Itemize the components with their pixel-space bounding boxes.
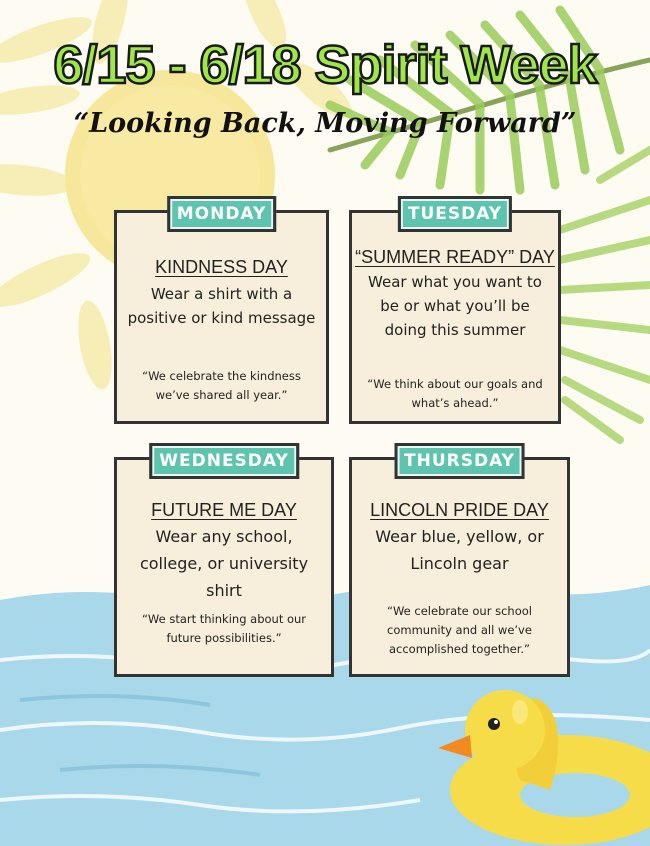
day-quote: “We start thinking about our future possibilities.”: [141, 612, 307, 645]
day-quote: “We celebrate the kindness we’ve shared all year.”: [142, 369, 301, 402]
day-quote: “We celebrate our school community and all we’ve accomplished together.”: [387, 604, 532, 656]
day-heading: LINCOLN PRIDE DAY: [370, 500, 549, 520]
day-tab-thursday: THURSDAY: [394, 443, 525, 479]
day-card-monday: [114, 204, 329, 424]
day-description: Wear blue, yellow, or Lincoln gear: [375, 527, 544, 573]
page-subtitle: “Looking Back, Moving Forward”: [73, 108, 577, 139]
page-title: 6/15 - 6/18 Spirit Week: [53, 35, 597, 95]
day-heading: FUTURE ME DAY: [151, 500, 297, 520]
day-tab-monday: MONDAY: [167, 196, 277, 232]
day-description: Wear any school, college, or university shirt: [139, 527, 309, 600]
day-description: Wear what you want to be or what you’ll be doing this summer: [368, 273, 542, 339]
day-heading: KINDNESS DAY: [155, 257, 288, 277]
day-quote: “We think about our goals and what’s ahead.”: [367, 377, 543, 410]
day-card-thursday: [349, 451, 570, 677]
day-card-tuesday: [349, 204, 561, 424]
day-card-wednesday: [114, 451, 334, 677]
day-description: Wear a shirt with a positive or kind message: [127, 285, 316, 327]
day-tab-wednesday: WEDNESDAY: [149, 443, 299, 479]
day-heading: “SUMMER READY” DAY: [355, 247, 555, 267]
day-tab-tuesday: TUESDAY: [398, 196, 512, 232]
